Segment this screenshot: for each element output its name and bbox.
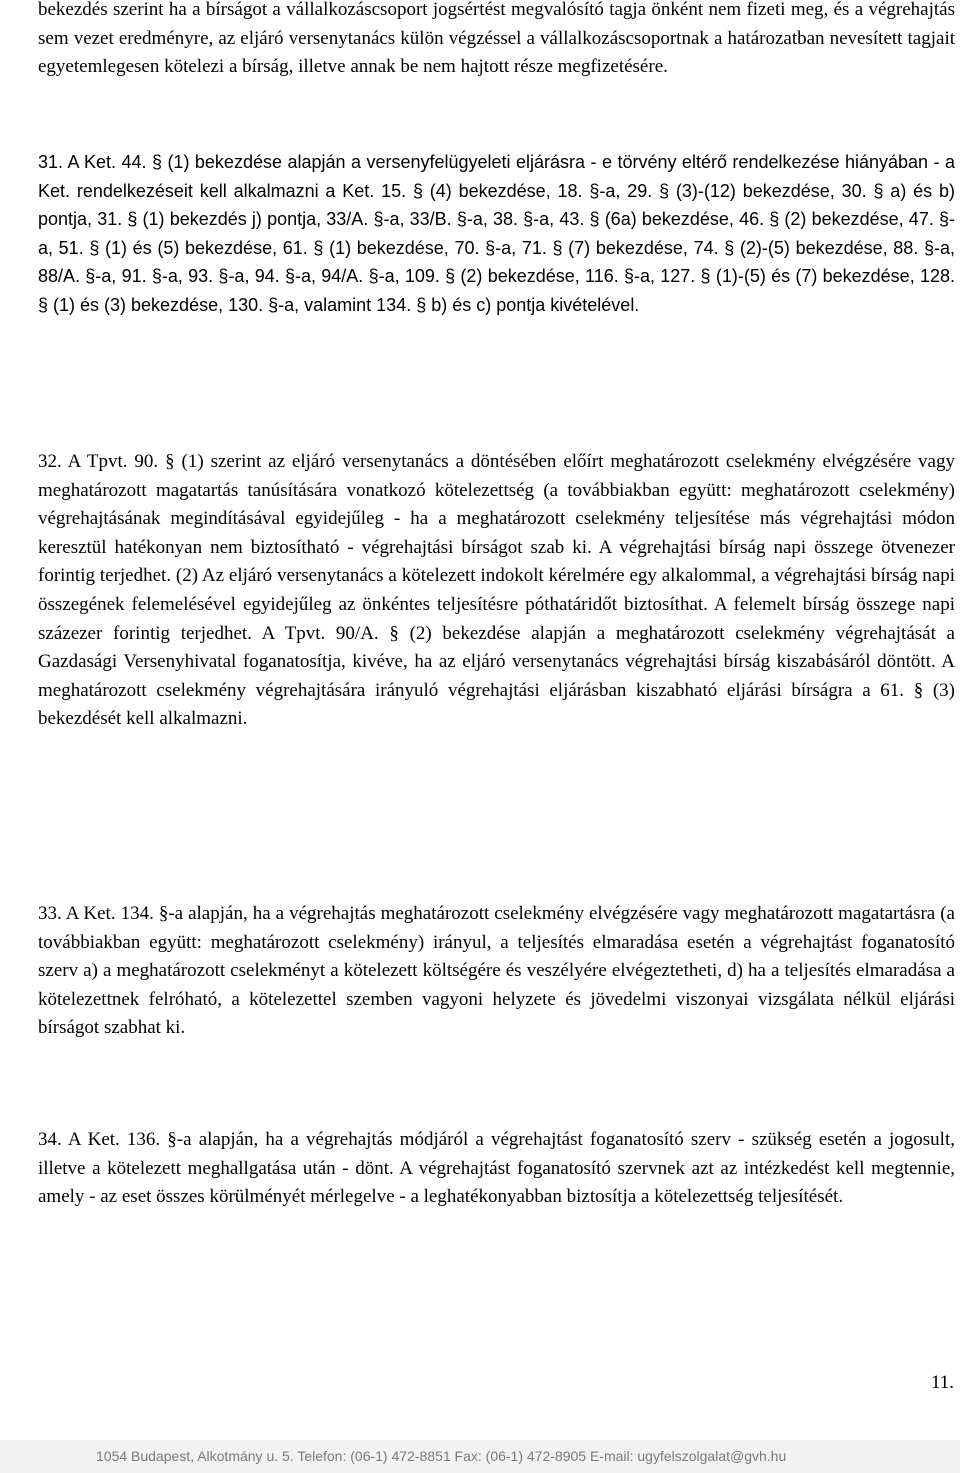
paragraph-31: 31. A Ket. 44. § (1) bekezdése alapján a versenyfelügyeleti eljárásra - e törvény eltérő rendelkezése hiányában - a Ket. rendelkezéseit kell alkalmazni a Ket. 15. § (4) bekezdése, 18. §-a, 29. § (3)-(12) bekezdése, 30. § a) és b) pontja, 31. § (1) bekezdés j) pontja, 33/A. §-a, 33/B. §-a, 38. §-a, 43. § (6a) bekezdése, 46. § (2) bekezdése, 47. §-a, 51. § (1) és (5) bekezdése, 61. § (1) bekezdése, 70. §-a, 71. § (7) bekezdése, 74. § (2)-(5) bekezdése, 88. §-a, 88/A. §-a, 91. §-a, 93. §-a, 94. §-a, 94/A. §-a, 109. § (2) bekezdése, 116. §-a, 127. § (1)-(5) és (7) bekezdése, 128. § (1) és (3) bekezdése, 130. §-a, valamint 134. § b) és c) pontja kivételével. [38,152,955,315]
paragraph-34: 34. A Ket. 136. §-a alapján, ha a végrehajtás módjáról a végrehajtást foganatosító szerv - szükség esetén a jogosult, illetve a kötelezett meghallgatása után - dönt. A végrehajtást foganatosító szervnek azt az intézkedést kell megtennie, amely - az eset összes körülményét mérlegelve - a leghatékonyabban biztosítja a kötelezettség teljesítését. [38,1129,955,1208]
footer-contact: 1054 Budapest, Alkotmány u. 5. Telefon: (06-1) 472-8851 Fax: (06-1) 472-8905 E-mail: ugyfelszolgalat@gvh.hu [96,1448,787,1464]
footer-bar [0,1440,960,1473]
paragraph-33: 33. A Ket. 134. §-a alapján, ha a végrehajtás meghatározott cselekmény elvégzésére vagy meghatározott magatartásra (a továbbiakban együtt: meghatározott cselekmény) irányul, a teljesítés elmaradása esetén a végrehajtást foganatosító szerv a) a meghatározott cselekményt a kötelezett költségére és veszélyére elvégeztetheti, d) ha a teljesítés elmaradása a kötelezettnek felróható, a kötelezettel szemben vagyoni helyzete és jövedelmi viszonyai vizsgálata nélkül eljárási bírságot szabhat ki. [38,903,955,1039]
paragraph-32: 32. A Tpvt. 90. § (1) szerint az eljáró versenytanács a döntésében előírt meghatározott cselekmény elvégzésére vagy meghatározott magatartás tanúsítására vonatkozó kötelezettség (a továbbiakban együtt: meghatározott cselekmény) végrehajtásának megindításával egyidejűleg - ha a meghatározott cselekmény teljesítése más végrehajtási módon keresztül hatékonyan nem biztosítható - végrehajtási bírságot szab ki. A végrehajtási bírság napi összege ötvenezer forintig terjedhet. (2) Az eljáró versenytanács a kötelezett indokolt kérelmére egy alkalommal, a végrehajtási bírság napi összegének felemelésével egyidejűleg az önkéntes teljesítésre póthatáridőt biztosíthat. A felemelt bírság összege napi százezer forintig terjedhet. A Tpvt. 90/A. § (2) bekezdése alapján a meghatározott cselekmény végrehajtását a Gazdasági Versenyhivatal foganatosítja, kivéve, ha az eljáró versenytanács végrehajtási bírság kiszabásáról döntött. A meghatározott cselekmény végrehajtására irányuló végrehajtási eljárásban kiszabható eljárási bírságra a 61. § (3) bekezdését kell alkalmazni. [38,451,955,730]
paragraph-continued: bekezdés szerint ha a bírságot a vállalkozáscsoport jogsértést megvalósító tagja önként nem fizeti meg, és a végrehajtás sem vezet eredményre, az eljáró versenytanács külön végzéssel a vállalkozáscsoportnak a határozatban nevesített tagjait egyetemlegesen kötelezi a bírság, illetve annak be nem hajtott része megfizetésére. [38,0,955,78]
page-number: 11. [930,1372,954,1393]
